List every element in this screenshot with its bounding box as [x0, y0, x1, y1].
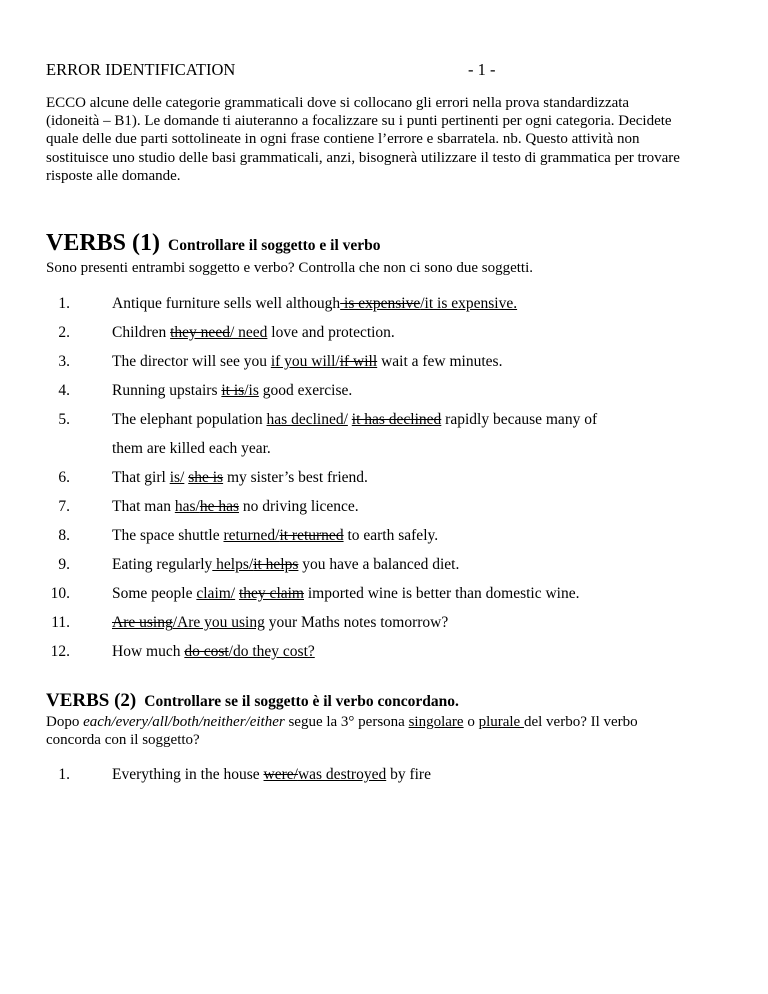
- item-sentence: [112, 641, 315, 663]
- item-sentence: [112, 612, 448, 634]
- item-number: 1.: [58, 766, 70, 783]
- section1-title: VERBS (1): [46, 230, 161, 256]
- item-number: 9.: [58, 556, 70, 573]
- underlined-option: singolare: [408, 714, 464, 730]
- page-header: [46, 60, 726, 82]
- underlined-option: /it is expensive.: [420, 295, 518, 312]
- section1-subtitle: Controllare il soggetto e il verbo: [168, 237, 381, 254]
- underlined-option: is/: [169, 469, 185, 486]
- item-number: 6.: [58, 469, 70, 486]
- item-number: 12.: [50, 643, 70, 660]
- sentence-text: That man: [112, 498, 175, 515]
- sentence-text: Everything in the house: [112, 766, 264, 783]
- list-item: [46, 612, 726, 634]
- underlined-option: /Are you using: [172, 614, 265, 631]
- underlined-option: /do they cost?: [228, 643, 315, 660]
- list-item: [46, 409, 726, 431]
- sentence-text: segue la 3° persona: [284, 714, 409, 730]
- sentence-text: by fire: [386, 766, 431, 783]
- underlined-option: has/: [174, 498, 200, 515]
- sentence-text: That girl: [112, 469, 170, 486]
- item-sentence: [112, 764, 431, 786]
- list-item-continuation: [46, 438, 726, 460]
- section1-instruction: Sono presenti entrambi soggetto e verbo? Controlla che non ci sono due soggetti.: [46, 260, 533, 276]
- underlined-option: / need: [229, 324, 268, 341]
- sentence-text: no driving licence.: [238, 498, 359, 515]
- struck-option: if will: [339, 353, 378, 370]
- sentence-text: Eating regularly: [112, 556, 213, 573]
- sentence-text: wait a few minutes.: [377, 353, 503, 370]
- list-item: [46, 467, 726, 489]
- underlined-option: returned/: [223, 527, 280, 544]
- sentence-text: The director will see you: [112, 353, 271, 370]
- document-title: ERROR IDENTIFICATION: [46, 60, 236, 79]
- section2-instruction: [46, 713, 666, 749]
- sentence-text: to earth safely.: [343, 527, 439, 544]
- struck-option: Are using: [112, 614, 173, 631]
- section2-title: VERBS (2): [46, 690, 137, 711]
- underlined-option: was destroyed: [297, 766, 387, 783]
- sentence-text: each/every/all/both/neither/either: [83, 714, 285, 730]
- sentence-text: The elephant population: [112, 411, 267, 428]
- sentence-text: Some people: [112, 585, 197, 602]
- item-sentence: [112, 496, 359, 518]
- underlined-option: claim/: [196, 585, 236, 602]
- struck-option: it has declined: [351, 411, 442, 428]
- sentence-text: good exercise.: [258, 382, 353, 399]
- struck-option: he has: [199, 498, 239, 515]
- item-number: 3.: [58, 353, 70, 370]
- struck-option: it helps: [253, 556, 299, 573]
- item-sentence: [112, 467, 368, 489]
- intro-paragraph: ECCO alcune delle categorie grammaticali dove si collocano gli errori nella prova standardizzata (idoneità – B1). Le domande ti aiuteranno a focalizzare su i punti pertinenti per ogni categoria. Decidete quale delle due parti sottolineate in ogni frase contiene l’errore e sbarratela. nb. Questo attività non sostituisce uno studio delle basi grammaticali, anzi, bisognerà utilizzare il testo di grammatica per trovare risposte alle domande.: [46, 95, 680, 184]
- underlined-option: has declined/: [266, 411, 348, 428]
- list-item: [46, 641, 726, 663]
- sentence-text: How much: [112, 643, 185, 660]
- underlined-option: helps/: [212, 556, 254, 573]
- item-sentence: [112, 322, 395, 344]
- item-number: 4.: [58, 382, 70, 399]
- sentence-text: Running upstairs: [112, 382, 222, 399]
- struck-option: do cost: [184, 643, 229, 660]
- item-number: 2.: [58, 324, 70, 341]
- sentence-text: Antique furniture sells well although: [112, 295, 341, 312]
- struck-option: they need: [170, 324, 230, 341]
- item-sentence: [112, 351, 502, 373]
- struck-option: they claim: [239, 585, 304, 602]
- sentence-text: imported wine is better than domestic wine.: [304, 585, 580, 602]
- item-sentence: [112, 293, 517, 315]
- list-item: [46, 351, 726, 373]
- list-item: [46, 525, 726, 547]
- item-sentence: [112, 409, 597, 431]
- underlined-option: /is: [244, 382, 259, 399]
- sentence-text: your Maths notes tomorrow?: [264, 614, 449, 631]
- sentence-text: love and protection.: [267, 324, 395, 341]
- item-sentence: [112, 554, 459, 576]
- item-number: 7.: [58, 498, 70, 515]
- sentence-text: you have a balanced diet.: [298, 556, 460, 573]
- item-number: 11.: [51, 614, 70, 631]
- list-item: [46, 496, 726, 518]
- page-number: - 1 -: [468, 60, 496, 79]
- underlined-option: plurale: [478, 714, 524, 730]
- struck-option: it returned: [279, 527, 344, 544]
- item-sentence-continued: them are killed each year.: [112, 440, 271, 457]
- struck-option: were/: [263, 766, 298, 783]
- struck-option: is expensive: [340, 295, 421, 312]
- list-item: [46, 380, 726, 402]
- item-sentence: [112, 380, 352, 402]
- section2-heading: [46, 690, 459, 712]
- list-item: [46, 554, 726, 576]
- item-number: 10.: [50, 585, 70, 602]
- sentence-text: del verbo? Il verbo concorda con il soggetto?: [46, 714, 638, 748]
- underlined-option: if you will/: [270, 353, 340, 370]
- struck-option: it is: [221, 382, 245, 399]
- item-sentence: [112, 583, 580, 605]
- struck-option: she is: [188, 469, 224, 486]
- list-item: [46, 583, 726, 605]
- sentence-text: o: [463, 714, 479, 730]
- sentence-text: my sister’s best friend.: [223, 469, 368, 486]
- sentence-text: Children: [112, 324, 171, 341]
- list-item: [46, 293, 726, 315]
- list-item: [46, 764, 726, 786]
- item-number: 1.: [58, 295, 70, 312]
- sentence-text: Dopo: [46, 714, 84, 730]
- sentence-text: The space shuttle: [112, 527, 224, 544]
- sentence-text: rapidly because many of: [441, 411, 598, 428]
- item-sentence: [112, 525, 438, 547]
- item-number: 8.: [58, 527, 70, 544]
- item-number: 5.: [58, 411, 70, 428]
- section2-subtitle: Controllare se il soggetto è il verbo concordano.: [144, 693, 459, 710]
- list-item: [46, 322, 726, 344]
- section1-heading: [46, 230, 381, 257]
